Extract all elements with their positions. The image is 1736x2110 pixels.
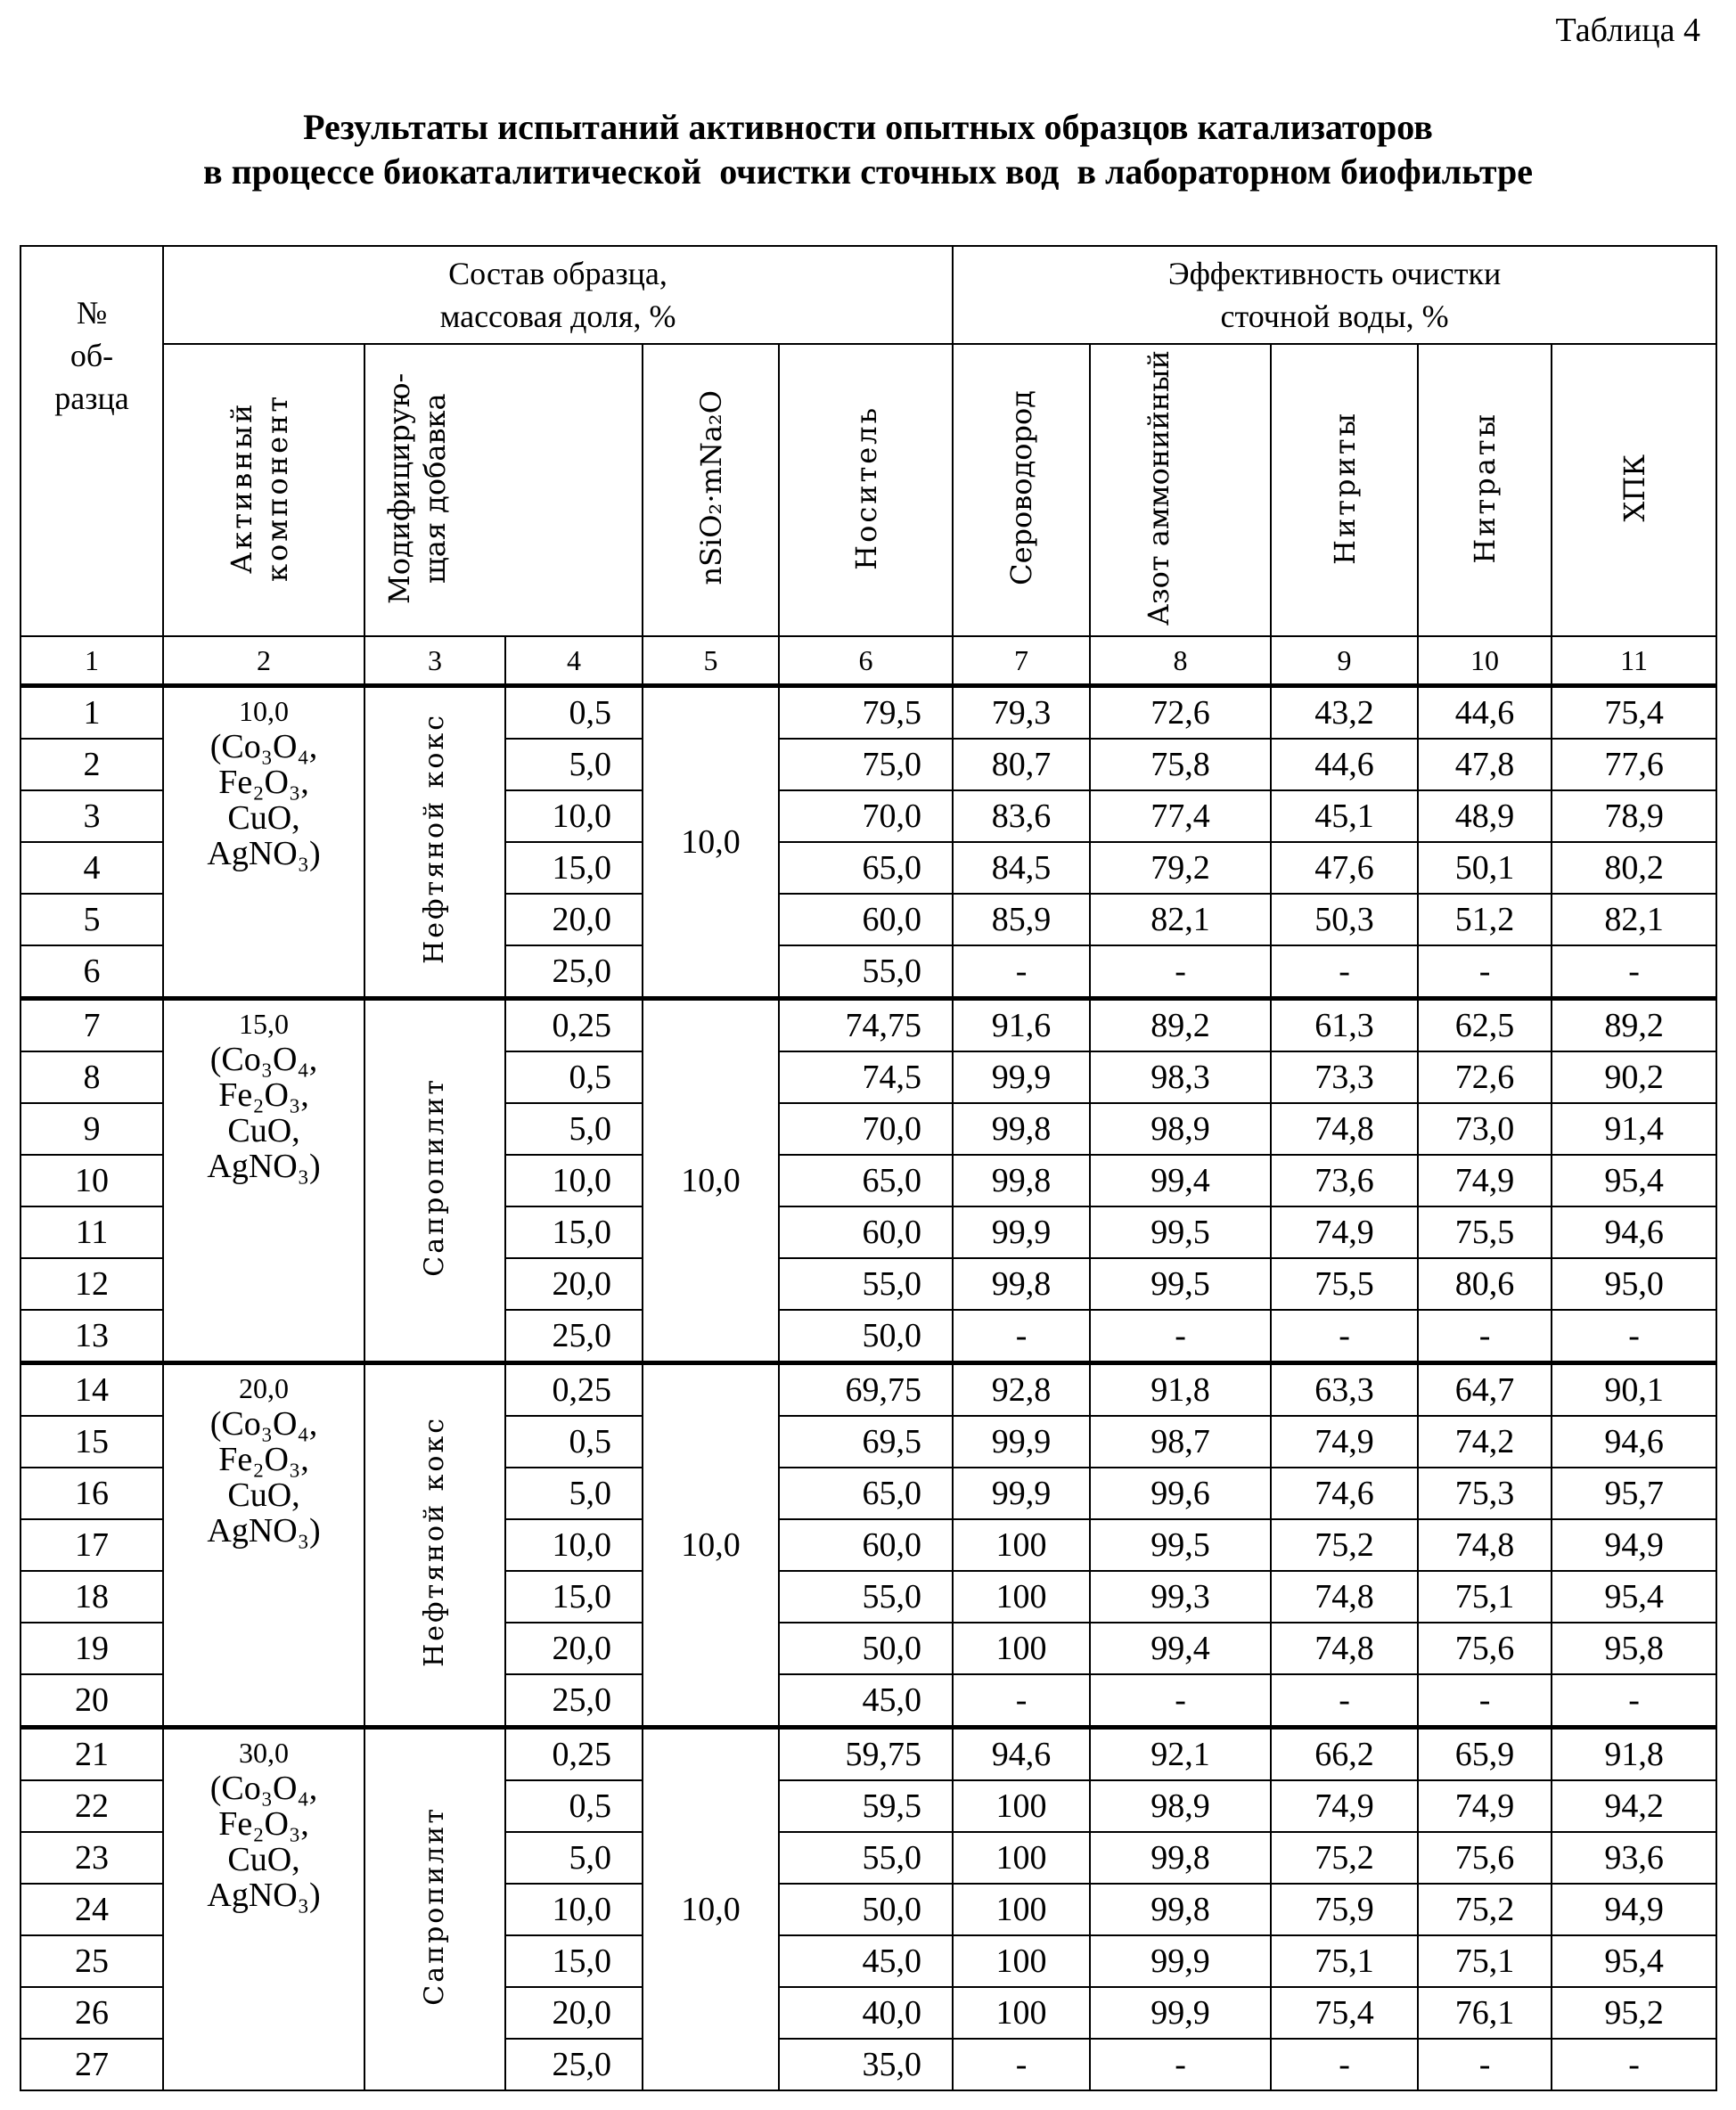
efficiency-no3-cell: 80,6 (1418, 1258, 1552, 1310)
efficiency-cod-cell: 94,2 (1552, 1780, 1716, 1832)
table-row (20, 1363, 1716, 1417)
efficiency-h2s-cell: 99,8 (953, 1258, 1090, 1310)
carrier-cell: 69,75 (779, 1363, 953, 1417)
efficiency-h2s-cell: - (953, 1310, 1090, 1363)
sample-no-cell: 5 (20, 894, 163, 945)
column-number: 3 (364, 636, 505, 686)
header-sample-no: № об- разца (20, 246, 163, 636)
carrier-cell: 65,0 (779, 1155, 953, 1206)
efficiency-no2-cell: 75,5 (1271, 1258, 1418, 1310)
column-number: 11 (1552, 636, 1716, 686)
header-hydrogen-sulfide: Сероводород (953, 344, 1090, 636)
efficiency-h2s-cell: 85,9 (953, 894, 1090, 945)
active-component-formula-line: (Co₃O₄, (164, 1771, 364, 1806)
efficiency-no2-cell: 75,2 (1271, 1519, 1418, 1571)
modifier-percent-cell: 15,0 (505, 1571, 643, 1623)
carrier-cell: 45,0 (779, 1935, 953, 1987)
efficiency-no2-cell: 61,3 (1271, 999, 1418, 1052)
carrier-cell: 50,0 (779, 1884, 953, 1935)
efficiency-nh4-cell: 91,8 (1090, 1363, 1271, 1417)
efficiency-nh4-cell: 99,3 (1090, 1571, 1271, 1623)
efficiency-cod-cell: 82,1 (1552, 894, 1716, 945)
modifier-percent-cell: 5,0 (505, 1103, 643, 1155)
efficiency-h2s-cell: - (953, 1674, 1090, 1728)
efficiency-h2s-cell: 100 (953, 1884, 1090, 1935)
column-number: 8 (1090, 636, 1271, 686)
active-component-formula-line: Fe₂O₃, (164, 765, 364, 800)
efficiency-nh4-cell: 99,9 (1090, 1935, 1271, 1987)
active-component-percent: 30,0 (164, 1735, 364, 1771)
sample-no-cell: 2 (20, 739, 163, 790)
efficiency-cod-cell: 94,6 (1552, 1416, 1716, 1468)
active-component-formula-line: Fe₂O₃, (164, 1077, 364, 1113)
modifier-name-cell (364, 1728, 505, 2091)
sample-no-cell: 16 (20, 1468, 163, 1519)
efficiency-cod-cell: 95,4 (1552, 1935, 1716, 1987)
carrier-cell: 75,0 (779, 739, 953, 790)
carrier-cell: 79,5 (779, 686, 953, 740)
sample-no-cell: 24 (20, 1884, 163, 1935)
efficiency-cod-cell: 95,7 (1552, 1468, 1716, 1519)
efficiency-h2s-cell: 84,5 (953, 842, 1090, 894)
active-component-percent: 10,0 (164, 693, 364, 729)
sample-no-cell: 15 (20, 1416, 163, 1468)
active-component-cell (163, 686, 364, 999)
carrier-cell: 74,75 (779, 999, 953, 1052)
active-component-cell (163, 1728, 364, 2091)
efficiency-nh4-cell: 98,9 (1090, 1780, 1271, 1832)
efficiency-no2-cell: 73,6 (1271, 1155, 1418, 1206)
efficiency-no3-cell: 74,9 (1418, 1780, 1552, 1832)
sample-no-cell: 22 (20, 1780, 163, 1832)
binder-cell: 10,0 (643, 686, 779, 999)
efficiency-cod-cell: 94,9 (1552, 1884, 1716, 1935)
efficiency-cod-cell: 93,6 (1552, 1832, 1716, 1884)
modifier-name: Сапропилит (417, 1077, 453, 1277)
efficiency-cod-cell: - (1552, 945, 1716, 999)
efficiency-h2s-cell: 100 (953, 1571, 1090, 1623)
carrier-cell: 55,0 (779, 1832, 953, 1884)
sample-no-cell: 4 (20, 842, 163, 894)
sample-no-cell: 12 (20, 1258, 163, 1310)
efficiency-nh4-cell: 98,3 (1090, 1051, 1271, 1103)
efficiency-cod-cell: - (1552, 1674, 1716, 1728)
sample-no-cell: 9 (20, 1103, 163, 1155)
modifier-percent-cell: 5,0 (505, 1832, 643, 1884)
active-component-formula-line: (Co₃O₄, (164, 1042, 364, 1077)
active-component-formula-line: Fe₂O₃, (164, 1806, 364, 1842)
sample-no-cell: 7 (20, 999, 163, 1052)
efficiency-no3-cell: 51,2 (1418, 894, 1552, 945)
efficiency-nh4-cell: - (1090, 1674, 1271, 1728)
efficiency-no3-cell: 44,6 (1418, 686, 1552, 740)
efficiency-cod-cell: 90,1 (1552, 1363, 1716, 1417)
efficiency-no3-cell: 73,0 (1418, 1103, 1552, 1155)
active-component-formula-line: CuO, (164, 800, 364, 836)
modifier-percent-cell: 20,0 (505, 894, 643, 945)
efficiency-h2s-cell: 100 (953, 1780, 1090, 1832)
efficiency-no2-cell: 74,6 (1271, 1468, 1418, 1519)
modifier-name: Нефтяной кокс (417, 713, 453, 964)
carrier-cell: 65,0 (779, 842, 953, 894)
efficiency-nh4-cell: 89,2 (1090, 999, 1271, 1052)
efficiency-no2-cell: 74,8 (1271, 1623, 1418, 1674)
modifier-name-cell (364, 999, 505, 1363)
modifier-percent-cell: 15,0 (505, 842, 643, 894)
efficiency-h2s-cell: 100 (953, 1832, 1090, 1884)
sample-no-cell: 18 (20, 1571, 163, 1623)
efficiency-no3-cell: - (1418, 945, 1552, 999)
efficiency-cod-cell: - (1552, 2039, 1716, 2090)
active-component-formula-line: AgNO₃) (164, 1513, 364, 1549)
column-number: 10 (1418, 636, 1552, 686)
sample-no-cell: 20 (20, 1674, 163, 1728)
efficiency-nh4-cell: 99,6 (1090, 1468, 1271, 1519)
efficiency-h2s-cell: 83,6 (953, 790, 1090, 842)
efficiency-no2-cell: 75,1 (1271, 1935, 1418, 1987)
column-number-row (20, 636, 1716, 686)
efficiency-no3-cell: 75,6 (1418, 1832, 1552, 1884)
active-component-cell (163, 1363, 364, 1728)
efficiency-no2-cell: 75,9 (1271, 1884, 1418, 1935)
modifier-percent-cell: 25,0 (505, 945, 643, 999)
carrier-cell: 40,0 (779, 1987, 953, 2039)
header-active-component: Активный компонент (163, 344, 364, 636)
efficiency-no2-cell: 44,6 (1271, 739, 1418, 790)
active-component-formula-line: (Co₃O₄, (164, 1406, 364, 1442)
efficiency-h2s-cell: 80,7 (953, 739, 1090, 790)
active-component-formula-line: (Co₃O₄, (164, 729, 364, 765)
header-nitrates: Нитраты (1418, 344, 1552, 636)
modifier-percent-cell: 0,5 (505, 1416, 643, 1468)
modifier-percent-cell: 10,0 (505, 1155, 643, 1206)
active-component-percent: 15,0 (164, 1006, 364, 1042)
modifier-percent-cell: 5,0 (505, 739, 643, 790)
efficiency-no3-cell: 65,9 (1418, 1728, 1552, 1781)
modifier-name: Нефтяной кокс (417, 1416, 453, 1667)
modifier-name-cell (364, 686, 505, 999)
sample-no-cell: 3 (20, 790, 163, 842)
header-cod: ХПК (1552, 344, 1716, 636)
header-carrier: Носитель (779, 344, 953, 636)
efficiency-cod-cell: 95,2 (1552, 1987, 1716, 2039)
column-number: 5 (643, 636, 779, 686)
sample-no-cell: 23 (20, 1832, 163, 1884)
carrier-cell: 70,0 (779, 1103, 953, 1155)
carrier-cell: 35,0 (779, 2039, 953, 2090)
efficiency-cod-cell: 77,6 (1552, 739, 1716, 790)
results-table (20, 245, 1717, 2091)
efficiency-no2-cell: - (1271, 1310, 1418, 1363)
efficiency-no3-cell: - (1418, 2039, 1552, 2090)
modifier-name-cell (364, 1363, 505, 1728)
efficiency-no3-cell: 72,6 (1418, 1051, 1552, 1103)
efficiency-nh4-cell: 79,2 (1090, 842, 1271, 894)
efficiency-h2s-cell: 92,8 (953, 1363, 1090, 1417)
modifier-percent-cell: 15,0 (505, 1935, 643, 1987)
modifier-percent-cell: 0,25 (505, 999, 643, 1052)
active-component-formula-line: AgNO₃) (164, 1877, 364, 1913)
column-number: 2 (163, 636, 364, 686)
efficiency-no3-cell: 75,1 (1418, 1935, 1552, 1987)
active-component-cell (163, 999, 364, 1363)
active-component-formula-line: Fe₂O₃, (164, 1442, 364, 1477)
modifier-percent-cell: 20,0 (505, 1258, 643, 1310)
table-heading (0, 105, 1736, 194)
efficiency-nh4-cell: 99,8 (1090, 1832, 1271, 1884)
table-row (20, 1728, 1716, 1781)
sample-no-cell: 10 (20, 1155, 163, 1206)
modifier-percent-cell: 10,0 (505, 1519, 643, 1571)
efficiency-nh4-cell: 99,4 (1090, 1155, 1271, 1206)
active-component-formula-line: AgNO₃) (164, 836, 364, 871)
sample-no-cell: 1 (20, 686, 163, 740)
efficiency-no2-cell: 66,2 (1271, 1728, 1418, 1781)
efficiency-cod-cell: 95,4 (1552, 1571, 1716, 1623)
efficiency-h2s-cell: 99,9 (953, 1206, 1090, 1258)
efficiency-h2s-cell: - (953, 945, 1090, 999)
modifier-percent-cell: 25,0 (505, 1310, 643, 1363)
modifier-percent-cell: 25,0 (505, 2039, 643, 2090)
sample-no-cell: 8 (20, 1051, 163, 1103)
efficiency-cod-cell: 80,2 (1552, 842, 1716, 894)
efficiency-nh4-cell: 92,1 (1090, 1728, 1271, 1781)
carrier-cell: 59,75 (779, 1728, 953, 1781)
efficiency-no2-cell: 73,3 (1271, 1051, 1418, 1103)
efficiency-no3-cell: 75,2 (1418, 1884, 1552, 1935)
efficiency-no2-cell: 43,2 (1271, 686, 1418, 740)
efficiency-no2-cell: 74,9 (1271, 1780, 1418, 1832)
sample-no-cell: 14 (20, 1363, 163, 1417)
efficiency-nh4-cell: 99,5 (1090, 1206, 1271, 1258)
efficiency-nh4-cell: - (1090, 2039, 1271, 2090)
carrier-cell: 60,0 (779, 1519, 953, 1571)
column-number: 7 (953, 636, 1090, 686)
modifier-percent-cell: 10,0 (505, 1884, 643, 1935)
active-component-formula-line: AgNO₃) (164, 1149, 364, 1184)
sample-no-cell: 26 (20, 1987, 163, 2039)
efficiency-h2s-cell: - (953, 2039, 1090, 2090)
efficiency-no3-cell: 75,5 (1418, 1206, 1552, 1258)
efficiency-nh4-cell: 77,4 (1090, 790, 1271, 842)
sample-no-cell: 21 (20, 1728, 163, 1781)
efficiency-nh4-cell: - (1090, 1310, 1271, 1363)
efficiency-nh4-cell: 98,9 (1090, 1103, 1271, 1155)
efficiency-no2-cell: 74,9 (1271, 1206, 1418, 1258)
binder-cell: 10,0 (643, 1363, 779, 1728)
efficiency-no3-cell: 64,7 (1418, 1363, 1552, 1417)
sample-no-cell: 27 (20, 2039, 163, 2090)
header-efficiency-group: Эффективность очистки сточной воды, % (953, 246, 1716, 344)
column-number: 9 (1271, 636, 1418, 686)
carrier-cell: 55,0 (779, 1571, 953, 1623)
carrier-cell: 59,5 (779, 1780, 953, 1832)
efficiency-no2-cell: 45,1 (1271, 790, 1418, 842)
efficiency-no2-cell: - (1271, 945, 1418, 999)
efficiency-no3-cell: 74,9 (1418, 1155, 1552, 1206)
efficiency-nh4-cell: - (1090, 945, 1271, 999)
modifier-percent-cell: 15,0 (505, 1206, 643, 1258)
efficiency-no3-cell: 76,1 (1418, 1987, 1552, 2039)
carrier-cell: 50,0 (779, 1310, 953, 1363)
carrier-cell: 60,0 (779, 1206, 953, 1258)
efficiency-nh4-cell: 99,9 (1090, 1987, 1271, 2039)
modifier-name: Сапропилит (417, 1806, 453, 2006)
efficiency-cod-cell: 95,8 (1552, 1623, 1716, 1674)
carrier-cell: 74,5 (779, 1051, 953, 1103)
efficiency-h2s-cell: 99,8 (953, 1103, 1090, 1155)
carrier-cell: 55,0 (779, 945, 953, 999)
header-ammonium-nitrogen: Азот аммонийный (1090, 344, 1271, 636)
efficiency-no2-cell: 47,6 (1271, 842, 1418, 894)
efficiency-no2-cell: 50,3 (1271, 894, 1418, 945)
carrier-cell: 70,0 (779, 790, 953, 842)
active-component-percent: 20,0 (164, 1370, 364, 1406)
active-component-formula-line: CuO, (164, 1842, 364, 1877)
efficiency-h2s-cell: 100 (953, 1935, 1090, 1987)
efficiency-h2s-cell: 99,9 (953, 1051, 1090, 1103)
table-label: Таблица 4 (1555, 11, 1700, 50)
sample-no-cell: 25 (20, 1935, 163, 1987)
efficiency-nh4-cell: 99,8 (1090, 1884, 1271, 1935)
efficiency-cod-cell: 95,4 (1552, 1155, 1716, 1206)
efficiency-h2s-cell: 94,6 (953, 1728, 1090, 1781)
efficiency-no3-cell: 75,3 (1418, 1468, 1552, 1519)
carrier-cell: 69,5 (779, 1416, 953, 1468)
efficiency-cod-cell: 91,8 (1552, 1728, 1716, 1781)
efficiency-nh4-cell: 99,4 (1090, 1623, 1271, 1674)
sample-no-cell: 19 (20, 1623, 163, 1674)
efficiency-h2s-cell: 100 (953, 1519, 1090, 1571)
efficiency-no3-cell: 75,6 (1418, 1623, 1552, 1674)
efficiency-no2-cell: 74,9 (1271, 1416, 1418, 1468)
heading-line-2: в процессе биокаталитической очистки сточных вод в лабораторном биофильтре (0, 150, 1736, 194)
efficiency-no3-cell: - (1418, 1674, 1552, 1728)
sample-no-cell: 11 (20, 1206, 163, 1258)
table-row (20, 999, 1716, 1052)
efficiency-cod-cell: 94,6 (1552, 1206, 1716, 1258)
efficiency-no3-cell: 74,2 (1418, 1416, 1552, 1468)
table-body (20, 686, 1716, 2091)
header-nitrites: Нитриты (1271, 344, 1418, 636)
carrier-cell: 65,0 (779, 1468, 953, 1519)
binder-cell: 10,0 (643, 999, 779, 1363)
column-number: 1 (20, 636, 163, 686)
efficiency-no2-cell: 75,4 (1271, 1987, 1418, 2039)
efficiency-h2s-cell: 91,6 (953, 999, 1090, 1052)
heading-line-1: Результаты испытаний активности опытных образцов катализаторов (0, 105, 1736, 150)
efficiency-no2-cell: 74,8 (1271, 1571, 1418, 1623)
modifier-percent-cell: 10,0 (505, 790, 643, 842)
modifier-percent-cell: 25,0 (505, 1674, 643, 1728)
efficiency-nh4-cell: 99,5 (1090, 1258, 1271, 1310)
header-composition-group: Состав образца, массовая доля, % (163, 246, 953, 344)
efficiency-no3-cell: 47,8 (1418, 739, 1552, 790)
header-binder: nSiO₂·mNa₂O (643, 344, 779, 636)
efficiency-h2s-cell: 100 (953, 1623, 1090, 1674)
efficiency-cod-cell: 91,4 (1552, 1103, 1716, 1155)
modifier-percent-cell: 20,0 (505, 1987, 643, 2039)
carrier-cell: 55,0 (779, 1258, 953, 1310)
column-number: 4 (505, 636, 643, 686)
efficiency-cod-cell: - (1552, 1310, 1716, 1363)
efficiency-no3-cell: 50,1 (1418, 842, 1552, 894)
efficiency-nh4-cell: 82,1 (1090, 894, 1271, 945)
efficiency-no3-cell: - (1418, 1310, 1552, 1363)
active-component-formula-line: CuO, (164, 1113, 364, 1149)
efficiency-no3-cell: 62,5 (1418, 999, 1552, 1052)
efficiency-nh4-cell: 72,6 (1090, 686, 1271, 740)
efficiency-nh4-cell: 99,5 (1090, 1519, 1271, 1571)
efficiency-h2s-cell: 79,3 (953, 686, 1090, 740)
efficiency-no3-cell: 48,9 (1418, 790, 1552, 842)
modifier-percent-cell: 0,5 (505, 1780, 643, 1832)
efficiency-nh4-cell: 98,7 (1090, 1416, 1271, 1468)
efficiency-no2-cell: 74,8 (1271, 1103, 1418, 1155)
carrier-cell: 50,0 (779, 1623, 953, 1674)
modifier-percent-cell: 0,25 (505, 1728, 643, 1781)
efficiency-cod-cell: 94,9 (1552, 1519, 1716, 1571)
efficiency-h2s-cell: 99,9 (953, 1416, 1090, 1468)
efficiency-no3-cell: 74,8 (1418, 1519, 1552, 1571)
efficiency-no2-cell: - (1271, 1674, 1418, 1728)
modifier-percent-cell: 5,0 (505, 1468, 643, 1519)
sample-no-cell: 6 (20, 945, 163, 999)
modifier-percent-cell: 0,5 (505, 686, 643, 740)
efficiency-h2s-cell: 99,9 (953, 1468, 1090, 1519)
efficiency-no2-cell: - (1271, 2039, 1418, 2090)
table-row (20, 686, 1716, 740)
modifier-percent-cell: 0,5 (505, 1051, 643, 1103)
binder-cell: 10,0 (643, 1728, 779, 2091)
efficiency-nh4-cell: 75,8 (1090, 739, 1271, 790)
efficiency-cod-cell: 75,4 (1552, 686, 1716, 740)
carrier-cell: 45,0 (779, 1674, 953, 1728)
header-modifier: Модифицирую- щая добавка (364, 344, 643, 636)
efficiency-cod-cell: 89,2 (1552, 999, 1716, 1052)
efficiency-cod-cell: 78,9 (1552, 790, 1716, 842)
carrier-cell: 60,0 (779, 894, 953, 945)
efficiency-cod-cell: 90,2 (1552, 1051, 1716, 1103)
sample-no-cell: 13 (20, 1310, 163, 1363)
efficiency-h2s-cell: 99,8 (953, 1155, 1090, 1206)
active-component-formula-line: CuO, (164, 1477, 364, 1513)
efficiency-h2s-cell: 100 (953, 1987, 1090, 2039)
efficiency-no3-cell: 75,1 (1418, 1571, 1552, 1623)
efficiency-no2-cell: 63,3 (1271, 1363, 1418, 1417)
sample-no-cell: 17 (20, 1519, 163, 1571)
modifier-percent-cell: 20,0 (505, 1623, 643, 1674)
column-number: 6 (779, 636, 953, 686)
efficiency-no2-cell: 75,2 (1271, 1832, 1418, 1884)
modifier-percent-cell: 0,25 (505, 1363, 643, 1417)
efficiency-cod-cell: 95,0 (1552, 1258, 1716, 1310)
